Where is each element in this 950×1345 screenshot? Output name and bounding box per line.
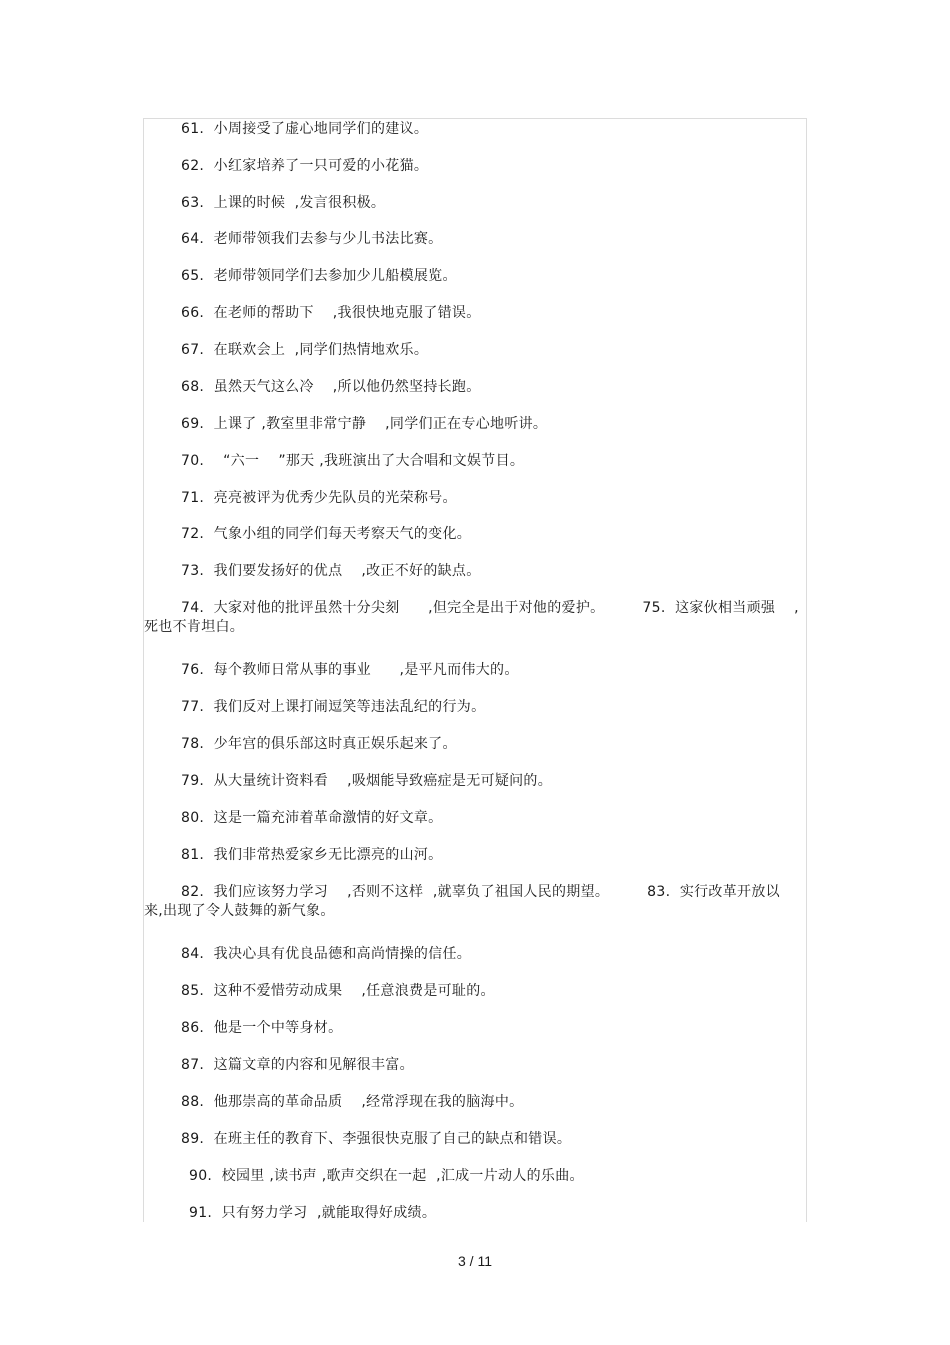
sentence-77: 77. 我们反对上课打闹逗笑等违法乱纪的行为。: [181, 699, 486, 715]
sentence-63: 63. 上课的时候 ,发言很积极。: [181, 195, 386, 211]
sentence-88: 88. 他那崇高的革命品质 ,经常浮现在我的脑海中。: [181, 1094, 524, 1110]
sentence-61: 61. 小周接受了虚心地同学们的建议。: [181, 121, 429, 137]
sentence-86: 86. 他是一个中等身材。: [181, 1020, 343, 1036]
sentence-84: 84. 我决心具有优良品德和高尚情操的信任。: [181, 946, 472, 962]
sentence-74-75: 74. 大家对他的批评虽然十分尖刻 ,但完全是出于对他的爱护。 75. 这家伙相当顽强 , 死也不肯坦白。: [144, 600, 799, 635]
sentence-70: 70. “六一 ”那天 ,我班演出了大合唱和文娱节目。: [181, 453, 525, 469]
page-number: 3 / 11: [458, 1253, 492, 1269]
sentence-62: 62. 小红家培养了一只可爱的小花猫。: [181, 158, 429, 174]
sentence-91: 91. 只有努力学习 ,就能取得好成绩。: [189, 1205, 437, 1221]
sentence-64: 64. 老师带领我们去参与少儿书法比赛。: [181, 231, 443, 247]
sentence-89: 89. 在班主任的教育下、李强很快克服了自己的缺点和错误。: [181, 1131, 572, 1147]
sentence-76: 76. 每个教师日常从事的事业 ,是平凡而伟大的。: [181, 662, 519, 678]
sentence-72: 72. 气象小组的同学们每天考察天气的变化。: [181, 526, 472, 542]
sentence-73: 73. 我们要发扬好的优点 ,改正不好的缺点。: [181, 563, 481, 579]
sentence-68: 68. 虽然天气这么冷 ,所以他仍然坚持长跑。: [181, 379, 481, 395]
sentence-82-83: 82. 我们应该努力学习 ,否则不这样 ,就辜负了祖国人民的期望。 83. 实行改革开放以 来,出现了令人鼓舞的新气象。: [144, 884, 780, 919]
sentence-78: 78. 少年宫的俱乐部这时真正娱乐起来了。: [181, 736, 457, 752]
sentence-69: 69. 上课了 ,教室里非常宁静 ,同学们正在专心地听讲。: [181, 416, 548, 432]
sentence-87: 87. 这篇文章的内容和见解很丰富。: [181, 1057, 414, 1073]
sentence-81: 81. 我们非常热爱家乡无比漂亮的山河。: [181, 847, 443, 863]
sentence-90: 90. 校园里 ,读书声 ,歌声交织在一起 ,汇成一片动人的乐曲。: [189, 1168, 584, 1184]
sentence-71: 71. 亮亮被评为优秀少先队员的光荣称号。: [181, 490, 457, 506]
sentence-80: 80. 这是一篇充沛着革命激情的好文章。: [181, 810, 443, 826]
sentence-65: 65. 老师带领同学们去参加少儿船模展览。: [181, 268, 457, 284]
sentence-79: 79. 从大量统计资料看 ,吸烟能导致癌症是无可疑问的。: [181, 773, 553, 789]
sentence-85: 85. 这种不爱惜劳动成果 ,任意浪费是可耻的。: [181, 983, 495, 999]
sentence-67: 67. 在联欢会上 ,同学们热情地欢乐。: [181, 342, 429, 358]
sentence-66: 66. 在老师的帮助下 ,我很快地克服了错误。: [181, 305, 481, 321]
